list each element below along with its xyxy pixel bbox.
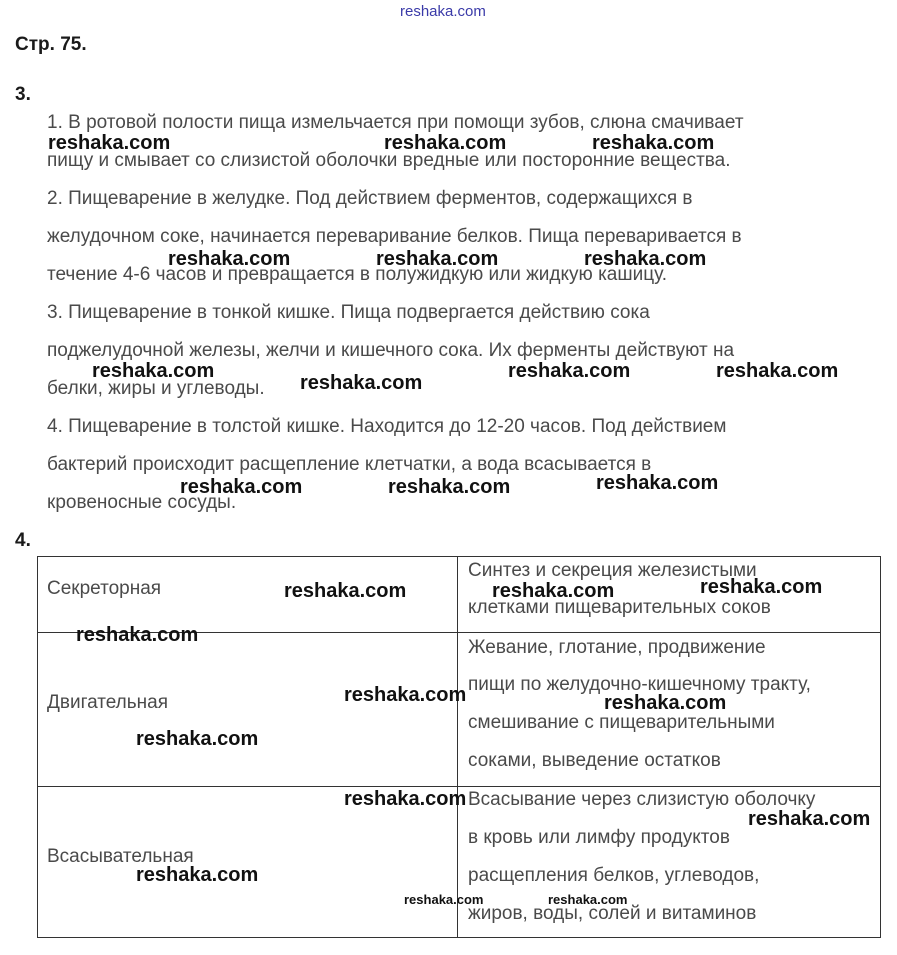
table-cell-function: Всасывательная <box>47 846 194 867</box>
watermark-text: reshaka.com <box>492 580 615 602</box>
page-title: Стр. 75. <box>15 34 87 55</box>
watermark-text: reshaka.com <box>376 248 499 270</box>
table-cell-description: соками, выведение остатков <box>468 750 721 771</box>
watermark-text: reshaka.com <box>92 360 215 382</box>
table-cell-function: Двигательная <box>47 692 168 713</box>
table-cell-description: Жевание, глотание, продвижение <box>468 637 766 658</box>
watermark-text: reshaka.com <box>344 788 467 810</box>
watermark-text: reshaka.com <box>300 372 423 394</box>
watermark-text: reshaka.com <box>180 476 303 498</box>
watermark-text: reshaka.com <box>284 580 407 602</box>
section-3-line: кровеносные сосуды. <box>47 492 237 513</box>
table-cell-description: Синтез и секреция железистыми <box>468 560 757 581</box>
top-watermark: reshaka.com <box>400 3 486 20</box>
table-cell-function: Секреторная <box>47 578 162 599</box>
section-3-line: 3. Пищеварение в тонкой кишке. Пища подвергается действию сока <box>47 302 650 323</box>
watermark-text: reshaka.com <box>168 248 291 270</box>
section-3-line: пищу и смывает со слизистой оболочки вредные или посторонние вещества. <box>47 150 731 171</box>
watermark-text: reshaka.com <box>748 808 871 830</box>
table-row-divider <box>37 786 881 787</box>
table-column-divider <box>457 556 458 938</box>
watermark-text: reshaka.com <box>716 360 839 382</box>
table-cell-description: пищи по желудочно-кишечному тракту, <box>468 674 811 695</box>
watermark-text: reshaka.com <box>596 472 719 494</box>
watermark-text: reshaka.com <box>700 576 823 598</box>
watermark-text: reshaka.com <box>604 692 727 714</box>
table-cell-description: Всасывание через слизистую оболочку <box>468 789 816 810</box>
table-cell-description: в кровь или лимфу продуктов <box>468 827 730 848</box>
table-cell-description: расщепления белков, углеводов, <box>468 865 760 886</box>
section-3-line: желудочном соке, начинается переваривание белков. Пища переваривается в <box>47 226 742 247</box>
section-3-number: 3. <box>15 84 31 105</box>
table-cell-description: клетками пищеварительных соков <box>468 597 771 618</box>
watermark-text: reshaka.com <box>548 892 628 907</box>
watermark-text: reshaka.com <box>404 892 484 907</box>
section-3-line: 1. В ротовой полости пища измельчается при помощи зубов, слюна смачивает <box>47 112 744 133</box>
watermark-text: reshaka.com <box>344 684 467 706</box>
watermark-text: reshaka.com <box>136 864 259 886</box>
section-4-number: 4. <box>15 530 31 551</box>
table-cell-description: жиров, воды, солей и витаминов <box>468 903 757 924</box>
table-cell-description: смешивание с пищеварительными <box>468 712 775 733</box>
section-3-line: 4. Пищеварение в толстой кишке. Находится до 12-20 часов. Под действием <box>47 416 727 437</box>
watermark-text: reshaka.com <box>584 248 707 270</box>
section-3-line: 2. Пищеварение в желудке. Под действием ферментов, содержащихся в <box>47 188 693 209</box>
watermark-text: reshaka.com <box>48 132 171 154</box>
watermark-text: reshaka.com <box>508 360 631 382</box>
watermark-text: reshaka.com <box>136 728 259 750</box>
section-3-line: течение 4-6 часов и превращается в полужидкую или жидкую кашицу. <box>47 264 667 285</box>
section-3-line: поджелудочной железы, желчи и кишечного сока. Их ферменты действуют на <box>47 340 735 361</box>
section-3-line: бактерий происходит расщепление клетчатки, а вода всасывается в <box>47 454 652 475</box>
watermark-text: reshaka.com <box>384 132 507 154</box>
watermark-text: reshaka.com <box>592 132 715 154</box>
watermark-text: reshaka.com <box>388 476 511 498</box>
section-3-line: белки, жиры и углеводы. <box>47 378 265 399</box>
watermark-text: reshaka.com <box>76 624 199 646</box>
